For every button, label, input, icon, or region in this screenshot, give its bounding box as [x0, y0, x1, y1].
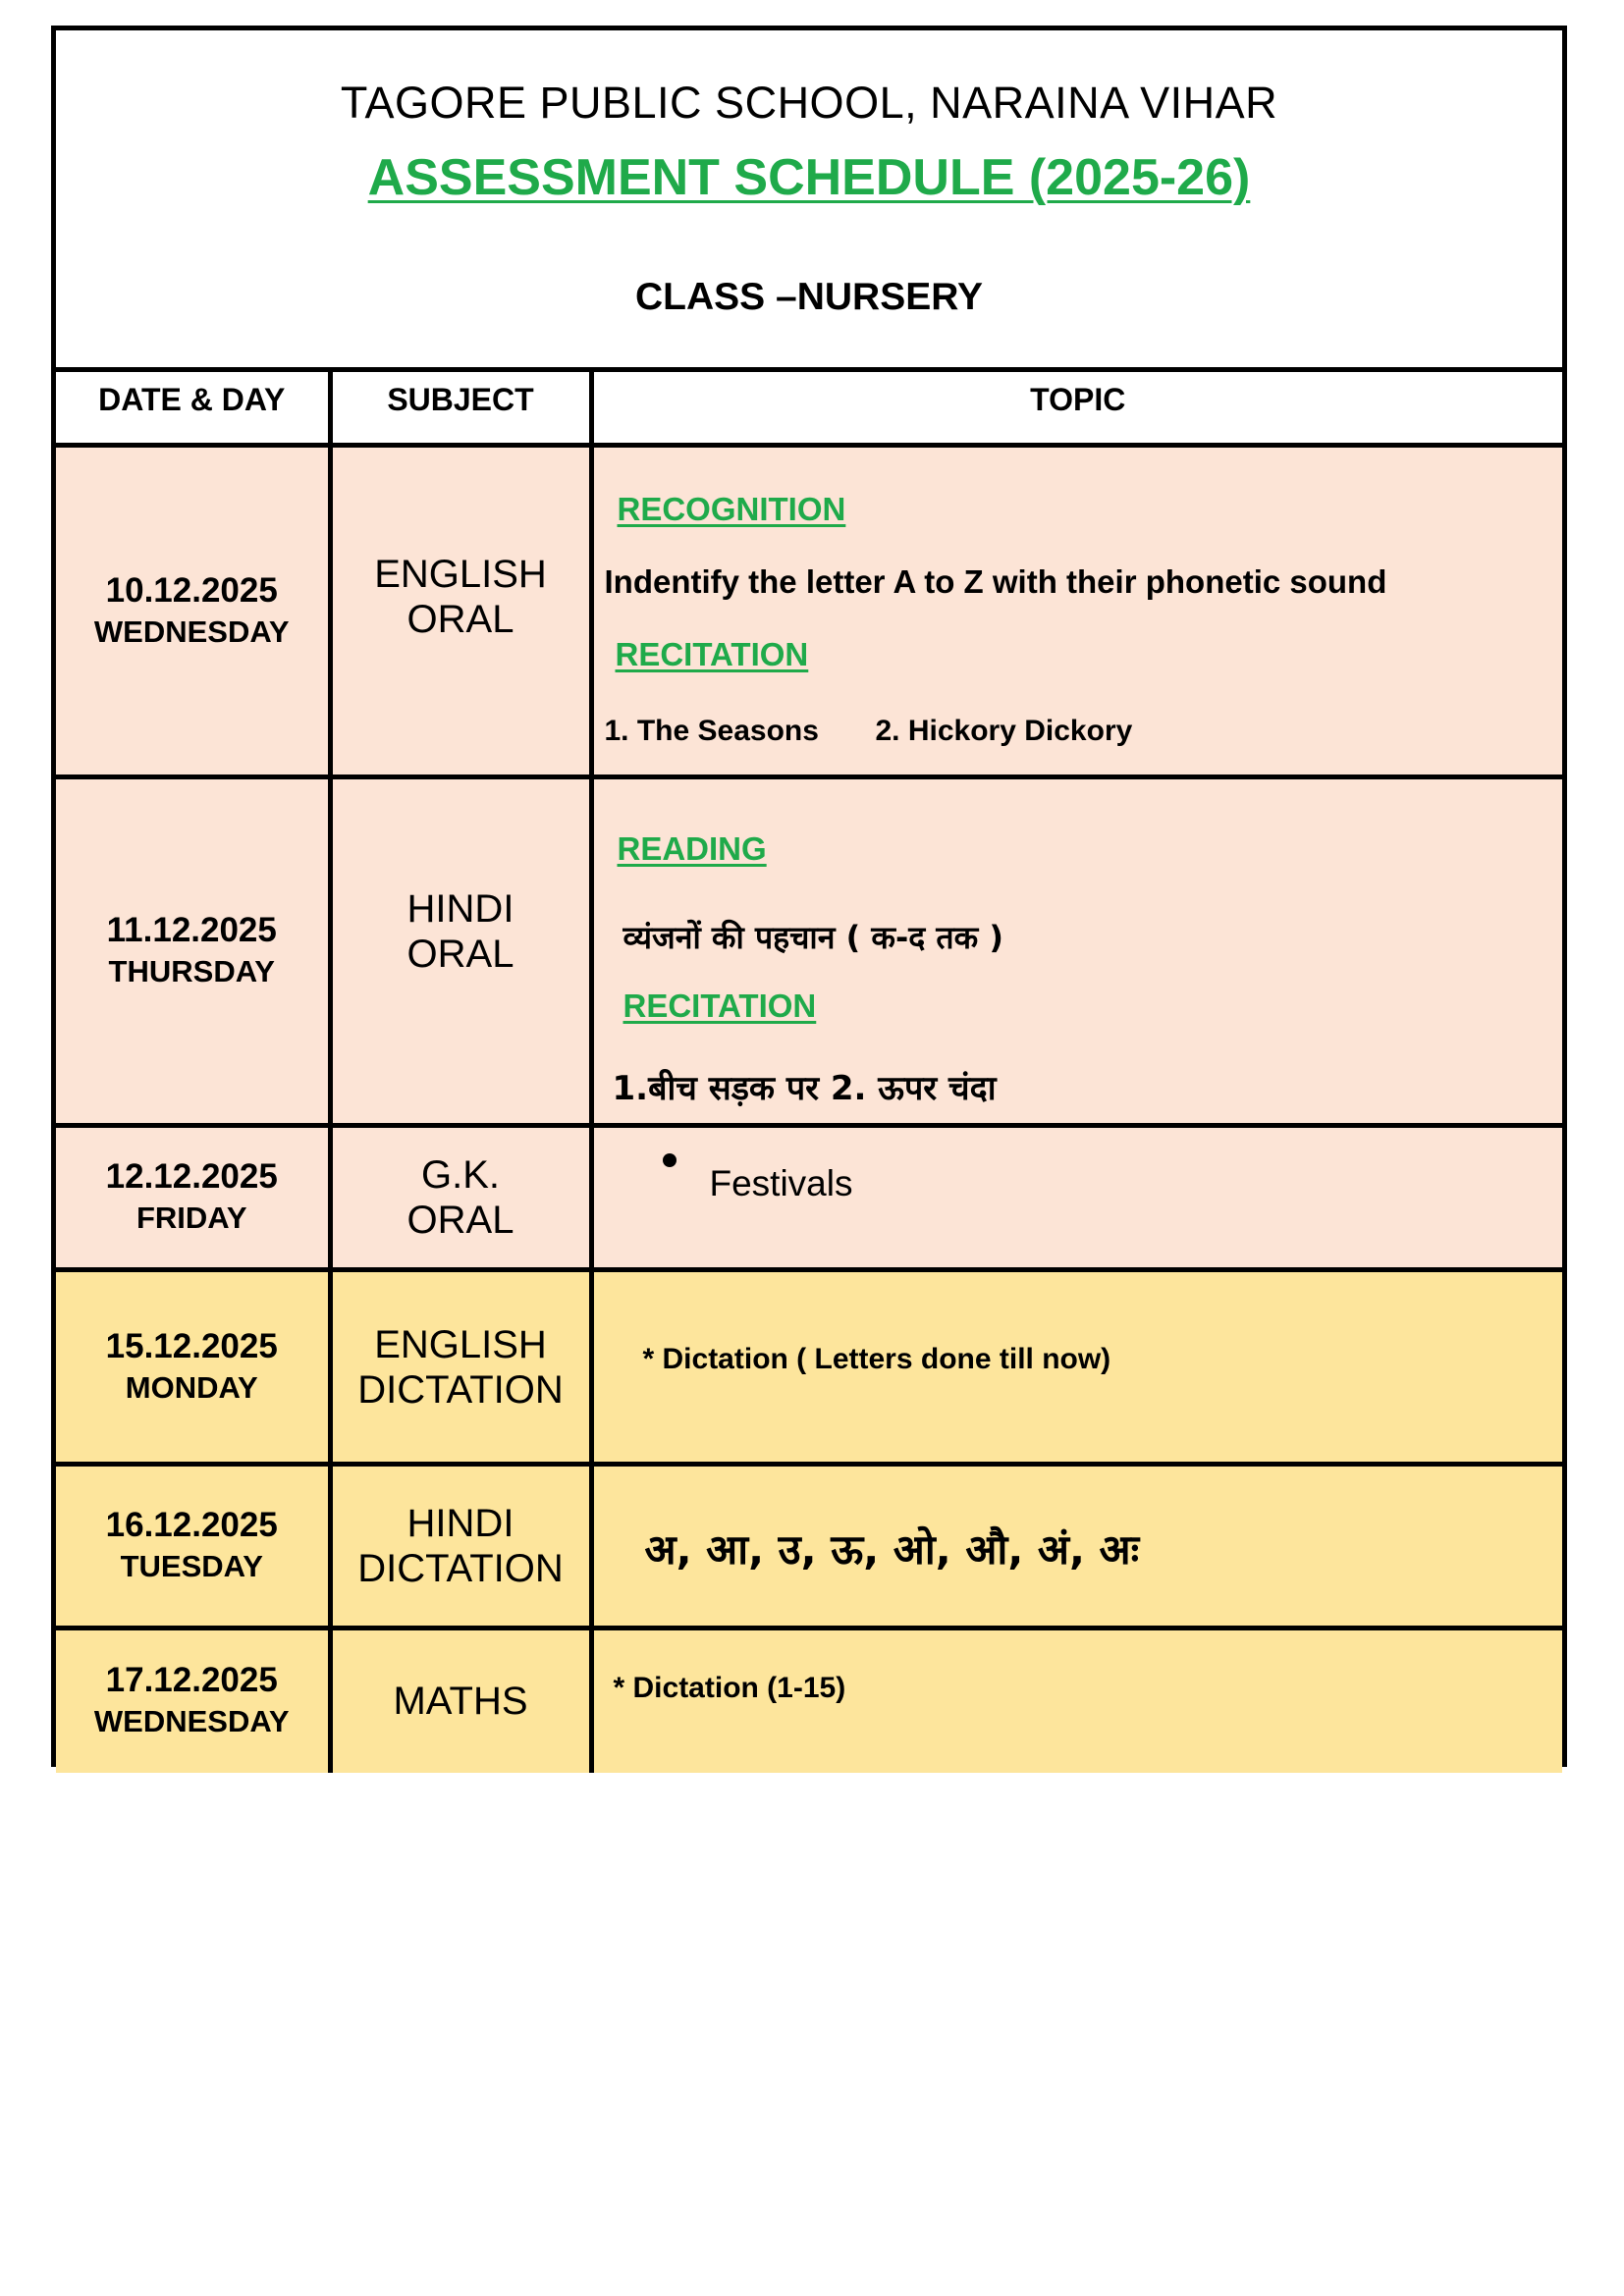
table-row: [56, 1465, 1562, 1629]
topic-heading: READING: [617, 830, 767, 867]
topic-text: 1.बीच सड़क पर 2. ऊपर चंदा: [612, 1069, 997, 1108]
date: 10.12.2025: [105, 570, 278, 610]
subject-line-1: HINDI: [406, 887, 514, 931]
date-cell: [56, 1126, 330, 1270]
subject-line-1: MATHS: [393, 1680, 528, 1724]
schedule-title: [56, 148, 1562, 207]
topic-cell: [591, 1126, 1562, 1270]
date: 15.12.2025: [105, 1326, 278, 1365]
table-row: [56, 1270, 1562, 1465]
date: 12.12.2025: [105, 1157, 278, 1196]
table-header-row: [56, 370, 1562, 446]
date-cell: [56, 777, 330, 1126]
schedule-table: [56, 367, 1562, 1773]
topic-cell: [591, 1270, 1562, 1465]
subject-line-1: HINDI: [406, 1502, 514, 1545]
subject-line-2: DICTATION: [357, 1547, 564, 1590]
subject-cell: [330, 1126, 591, 1270]
topic-text: व्यंजनों की पहचान ( क-द तक ): [623, 919, 1003, 956]
col-header-date: DATE & DAY: [56, 370, 330, 446]
subject-cell: [330, 1629, 591, 1773]
day: TUESDAY: [120, 1549, 263, 1583]
topic-text: * Dictation ( Letters done till now): [642, 1343, 1111, 1375]
table-row: [56, 1126, 1562, 1270]
day: WEDNESDAY: [93, 1704, 290, 1739]
day: MONDAY: [125, 1369, 258, 1405]
topic-heading: RECITATION: [615, 636, 809, 672]
col-header-topic: TOPIC: [591, 370, 1562, 446]
subject-cell: [330, 1465, 591, 1629]
topic-text: Festivals: [709, 1163, 853, 1203]
table-row: [56, 1629, 1562, 1773]
subject-line-2: ORAL: [406, 933, 514, 976]
topic-list-item: 1. The Seasons: [604, 715, 819, 747]
subject-line-2: ORAL: [406, 597, 514, 641]
subject-line-1: ENGLISH: [374, 552, 547, 596]
topic-list-item: 2. Hickory Dickory: [875, 715, 1133, 747]
date: 17.12.2025: [105, 1661, 278, 1700]
subject-cell: [330, 446, 591, 777]
table-row: [56, 446, 1562, 777]
subject-line-2: DICTATION: [357, 1367, 564, 1412]
col-header-subject: SUBJECT: [330, 370, 591, 446]
class-line: CLASS –NURSERY: [635, 276, 983, 318]
bullet-icon: [663, 1153, 677, 1167]
date-cell: [56, 1629, 330, 1773]
table-row: [56, 777, 1562, 1126]
subject-cell: [330, 1270, 591, 1465]
date: 11.12.2025: [106, 911, 277, 949]
topic-cell: [591, 777, 1562, 1126]
day: WEDNESDAY: [93, 614, 290, 649]
day: FRIDAY: [135, 1201, 247, 1235]
date: 16.12.2025: [105, 1506, 278, 1544]
school-name: TAGORE PUBLIC SCHOOL, NARAINA VIHAR: [340, 78, 1278, 128]
topic-heading: RECITATION: [623, 988, 817, 1024]
subject-line-1: ENGLISH: [374, 1322, 547, 1366]
date-cell: [56, 1465, 330, 1629]
topic-cell: [591, 1465, 1562, 1629]
topic-cell: [591, 1629, 1562, 1773]
topic-text: Indentify the letter A to Z with their phonetic sound: [604, 563, 1387, 600]
date-cell: [56, 446, 330, 777]
schedule-sheet: [51, 26, 1567, 1767]
topic-text: अ, आ, उ, ऊ, ओ, औ, अं, अः: [644, 1525, 1140, 1574]
subject-cell: [330, 777, 591, 1126]
topic-cell: [591, 446, 1562, 777]
header: [56, 30, 1562, 367]
schedule-title-text: ASSESSMENT SCHEDULE (2025-26): [367, 149, 1251, 206]
topic-heading: RECOGNITION: [617, 491, 846, 527]
topic-text: * Dictation (1-15): [613, 1672, 846, 1704]
subject-line-2: ORAL: [406, 1199, 514, 1242]
day: THURSDAY: [108, 954, 275, 988]
subject-line-1: G.K.: [420, 1153, 501, 1197]
date-cell: [56, 1270, 330, 1465]
